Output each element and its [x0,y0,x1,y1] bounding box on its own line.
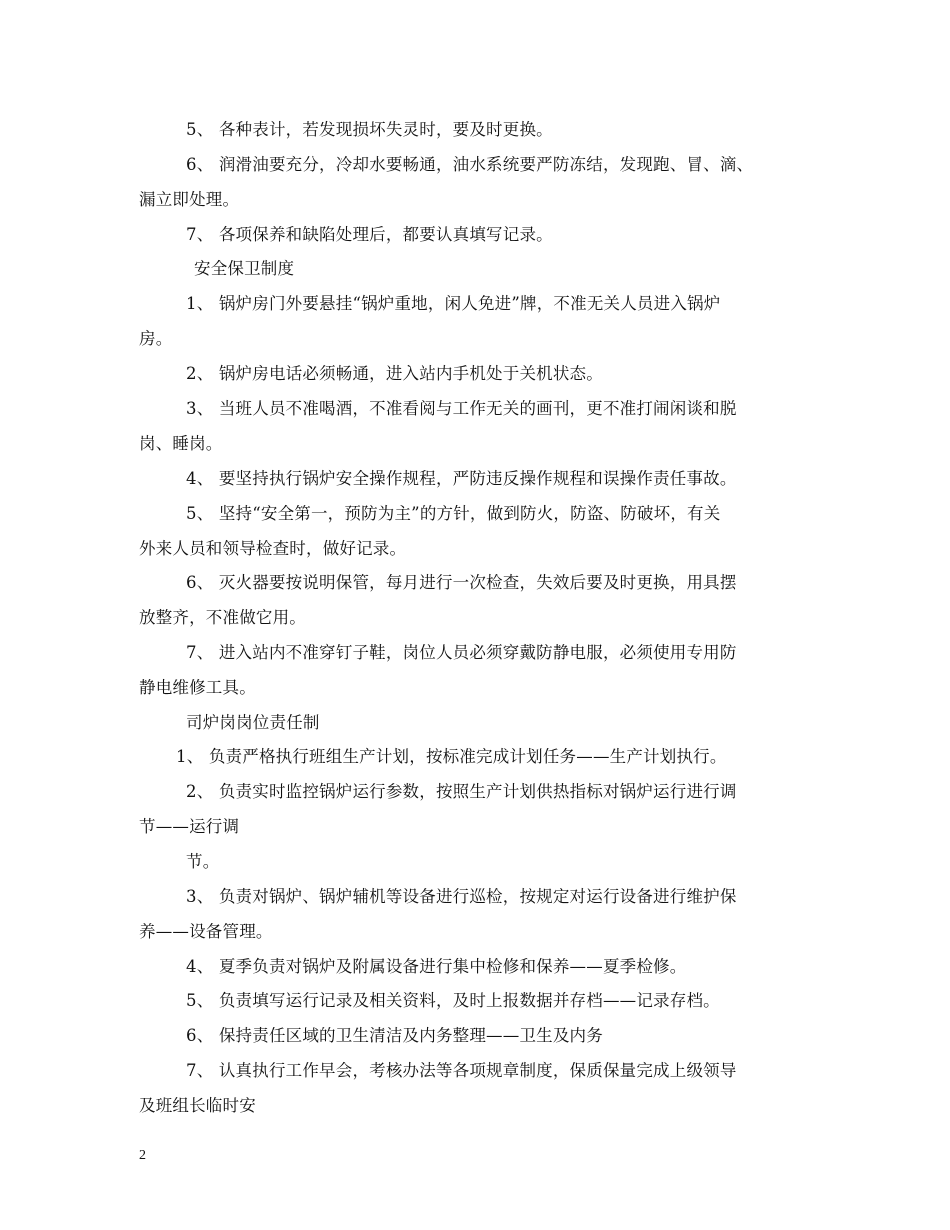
text-line: 4、 要坚持执行锅炉安全操作规程，严防违反操作规程和误操作责任事故。 [186,469,737,488]
section-heading: 安全保卫制度 [194,259,295,278]
text-line: 2、 负责实时监控锅炉运行参数，按照生产计划供热指标对锅炉运行进行调 [186,782,737,801]
section-heading: 司炉岗岗位责任制 [186,713,320,732]
text-line: 3、 当班人员不准喝酒，不准看阅与工作无关的画刊，更不准打闹闲谈和脱 [186,399,737,418]
text-line: 4、 夏季负责对锅炉及附属设备进行集中检修和保养——夏季检修。 [186,957,687,976]
text-line: 3、 负责对锅炉、锅炉辅机等设备进行巡检，按规定对运行设备进行维护保 [186,887,737,906]
text-line: 漏立即处理。 [139,190,240,209]
text-line: 养——设备管理。 [139,922,273,941]
text-line: 7、 认真执行工作早会，考核办法等各项规章制度，保质保量完成上级领导 [186,1061,737,1080]
text-line: 7、 进入站内不准穿钉子鞋，岗位人员必须穿戴防静电服，必须使用专用防 [186,643,737,662]
text-line: 房。 [139,329,173,348]
text-line: 静电维修工具。 [139,678,256,697]
text-line: 1、 负责严格执行班组生产计划，按标准完成计划任务——生产计划执行。 [176,747,727,766]
text-line: 放整齐，不准做它用。 [139,608,306,627]
text-line: 5、 各种表计，若发现损坏失灵时，要及时更换。 [186,120,553,139]
text-line: 2、 锅炉房电话必须畅通，进入站内手机处于关机状态。 [186,364,603,383]
page-number: 2 [139,1148,146,1163]
text-line: 6、 灭火器要按说明保管，每月进行一次检查，失效后要及时更换，用具摆 [186,573,737,592]
text-line: 5、 负责填写运行记录及相关资料，及时上报数据并存档——记录存档。 [186,991,720,1010]
text-line: 7、 各项保养和缺陷处理后，都要认真填写记录。 [186,225,553,244]
text-line: 6、 保持责任区域的卫生清洁及内务整理——卫生及内务 [186,1026,603,1045]
text-line: 5、 坚持“安全第一，预防为主”的方针，做到防火，防盗、防破坏，有关 [186,504,721,523]
text-line: 1、 锅炉房门外要悬挂“锅炉重地，闲人免进”牌，不准无关人员进入锅炉 [186,294,721,313]
text-line: 及班组长临时安 [139,1096,256,1115]
text-line: 节——运行调 [139,817,240,836]
text-line: 6、 润滑油要充分，冷却水要畅通，油水系统要严防冻结，发现跑、冒、滴、 [186,155,754,174]
text-line: 岗、睡岗。 [139,434,223,453]
text-line: 节。 [186,852,220,871]
text-line: 外来人员和领导检查时，做好记录。 [139,539,407,558]
